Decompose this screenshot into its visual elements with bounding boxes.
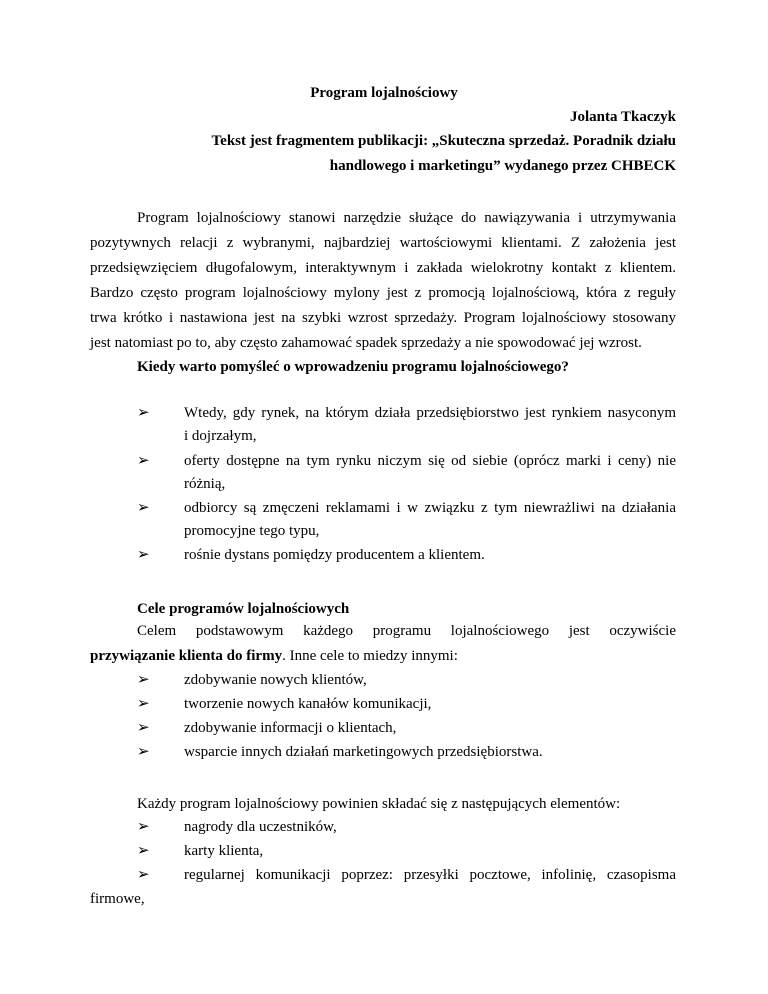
elements-intro: Każdy program lojalnościowy powinien składać się z następujących elementów: <box>137 796 621 812</box>
bullet-arrow-icon: ➢ <box>137 744 150 760</box>
bullet-arrow-icon: ➢ <box>137 696 150 712</box>
source-line-2: handlowego i marketingu” wydanego przez CHBECK <box>329 158 676 174</box>
bullet-arrow-icon: ➢ <box>137 867 150 883</box>
list-item: zdobywanie nowych klientów, <box>184 672 367 688</box>
bullet-arrow-icon: ➢ <box>137 500 150 516</box>
list-item-cont: promocyjne tego typu, <box>184 523 320 539</box>
list-item: rośnie dystans pomiędzy producentem a klientem. <box>184 547 485 563</box>
list-item: zdobywanie informacji o klientach, <box>184 720 397 736</box>
bullet-arrow-icon: ➢ <box>137 819 150 835</box>
intro-line: przedsięwzięciem długofalowym, interaktywnym i zakłada wielokrotny kontakt z klientem. <box>90 260 676 276</box>
list-item-cont: różnią, <box>184 476 226 492</box>
list-item-cont: i dojrzałym, <box>184 428 257 444</box>
document-title: Program lojalnościowy <box>310 85 458 101</box>
intro-line: Bardzo często program lojalnościowy mylony jest z promocją lojalnościową, która z reguły <box>90 285 676 301</box>
bullet-arrow-icon: ➢ <box>137 843 150 859</box>
list-item: oferty dostępne na tym rynku niczym się od siebie (oprócz marki i ceny) nie <box>184 453 676 469</box>
goals-heading: Cele programów lojalnościowych <box>137 601 350 617</box>
goals-bold-phrase: przywiązanie klienta do firmy <box>90 648 283 664</box>
bullet-arrow-icon: ➢ <box>137 672 150 688</box>
intro-line: trwa krótko i nastawiona jest na szybki wzrost sprzedaży. Program lojalnościowy stosowany <box>90 310 676 326</box>
list-item: odbiorcy są zmęczeni reklamami i w związku z tym niewrażliwi na działania <box>184 500 676 516</box>
bullet-arrow-icon: ➢ <box>137 547 150 563</box>
intro-line: Program lojalnościowy stanowi narzędzie służące do nawiązywania i utrzymywania <box>137 210 676 226</box>
goals-rest: . Inne cele to miedzy innymi: <box>282 648 458 664</box>
list-item: Wtedy, gdy rynek, na którym działa przedsiębiorstwo jest rynkiem nasyconym <box>184 405 676 421</box>
question-heading: Kiedy warto pomyśleć o wprowadzeniu programu lojalnościowego? <box>137 359 569 375</box>
list-item: tworzenie nowych kanałów komunikacji, <box>184 696 432 712</box>
bullet-arrow-icon: ➢ <box>137 453 150 469</box>
goals-line-2 <box>90 646 458 666</box>
intro-line: jest natomiast po to, aby często zahamować spadek sprzedaży a nie spowodować jej wzrost. <box>90 335 642 351</box>
list-item: wsparcie innych działań marketingowych przedsiębiorstwa. <box>184 744 543 760</box>
intro-line: pozytywnych relacji z wybranymi, najbardziej wartościowymi klientami. Z założenia jest <box>90 235 676 251</box>
list-item: karty klienta, <box>184 843 264 859</box>
author: Jolanta Tkaczyk <box>570 109 676 125</box>
bullet-arrow-icon: ➢ <box>137 720 150 736</box>
list-item: nagrody dla uczestników, <box>184 819 337 835</box>
goals-line: Celem podstawowym każdego programu lojalnościowego jest oczywiście <box>137 623 676 639</box>
list-item-cont: firmowe, <box>90 891 145 907</box>
source-line-1: Tekst jest fragmentem publikacji: „Skuteczna sprzedaż. Poradnik działu <box>211 133 676 149</box>
bullet-arrow-icon: ➢ <box>137 405 150 421</box>
list-item: regularnej komunikacji poprzez: przesyłki pocztowe, infolinię, czasopisma <box>184 867 676 883</box>
